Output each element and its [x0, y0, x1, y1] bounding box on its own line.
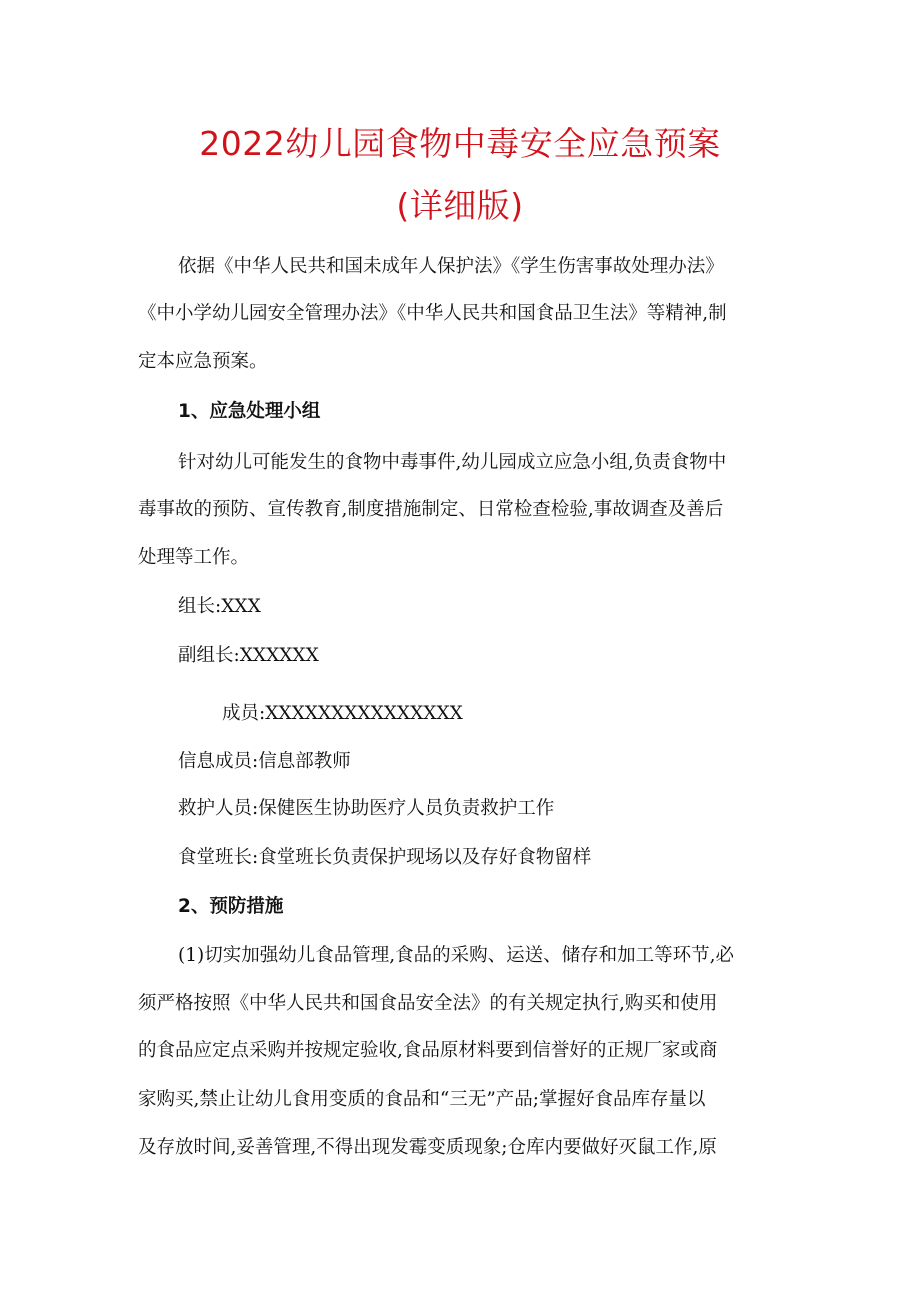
section1-line-1: 针对幼儿可能发生的食物中毒事件,幼儿园成立应急小组,负责食物中	[178, 452, 727, 473]
section1-line-3: 处理等工作。	[138, 547, 250, 568]
group-leader: 组长:XXX	[178, 596, 261, 617]
section1-line-2: 毒事故的预防、宣传教育,制度措施制定、日常检查检验,事故调查及善后	[138, 499, 724, 520]
document-subtitle: (详细版)	[396, 186, 524, 225]
group-members: 成员:XXXXXXXXXXXXXXX	[222, 703, 463, 724]
section2-line-4: 家购买,禁止让幼儿食用变质的食品和“三无”产品;掌握好食品库存量以	[138, 1089, 706, 1110]
section1-heading: 1、应急处理小组	[178, 401, 321, 422]
intro-line-2: 《中小学幼儿园安全管理办法》《中华人民共和国食品卫生法》等精神,制	[138, 303, 727, 324]
intro-line-3: 定本应急预案。	[138, 351, 268, 372]
document-title: 2022幼儿园食物中毒安全应急预案	[199, 124, 721, 163]
section2-line-5: 及存放时间,妥善管理,不得出现发霉变质现象;仓库内要做好灭鼠工作,原	[138, 1137, 717, 1158]
section2-line-1: (1)切实加强幼儿食品管理,食品的采购、运送、储存和加工等环节,必	[178, 945, 734, 966]
group-info-members: 信息成员:信息部教师	[178, 751, 351, 772]
group-canteen: 食堂班长:食堂班长负责保护现场以及存好食物留样	[178, 847, 592, 868]
section2-line-2: 须严格按照《中华人民共和国食品安全法》的有关规定执行,购买和使用	[138, 993, 718, 1014]
section2-heading: 2、预防措施	[178, 896, 284, 917]
group-rescue: 救护人员:保健医生协助医疗人员负责救护工作	[178, 798, 555, 819]
section2-line-3: 的食品应定点采购并按规定验收,食品原材料要到信誉好的正规厂家或商	[138, 1040, 718, 1061]
group-deputy: 副组长:XXXXXX	[178, 645, 319, 666]
intro-line-1: 依据《中华人民共和国未成年人保护法》《学生伤害事故处理办法》	[178, 256, 724, 277]
